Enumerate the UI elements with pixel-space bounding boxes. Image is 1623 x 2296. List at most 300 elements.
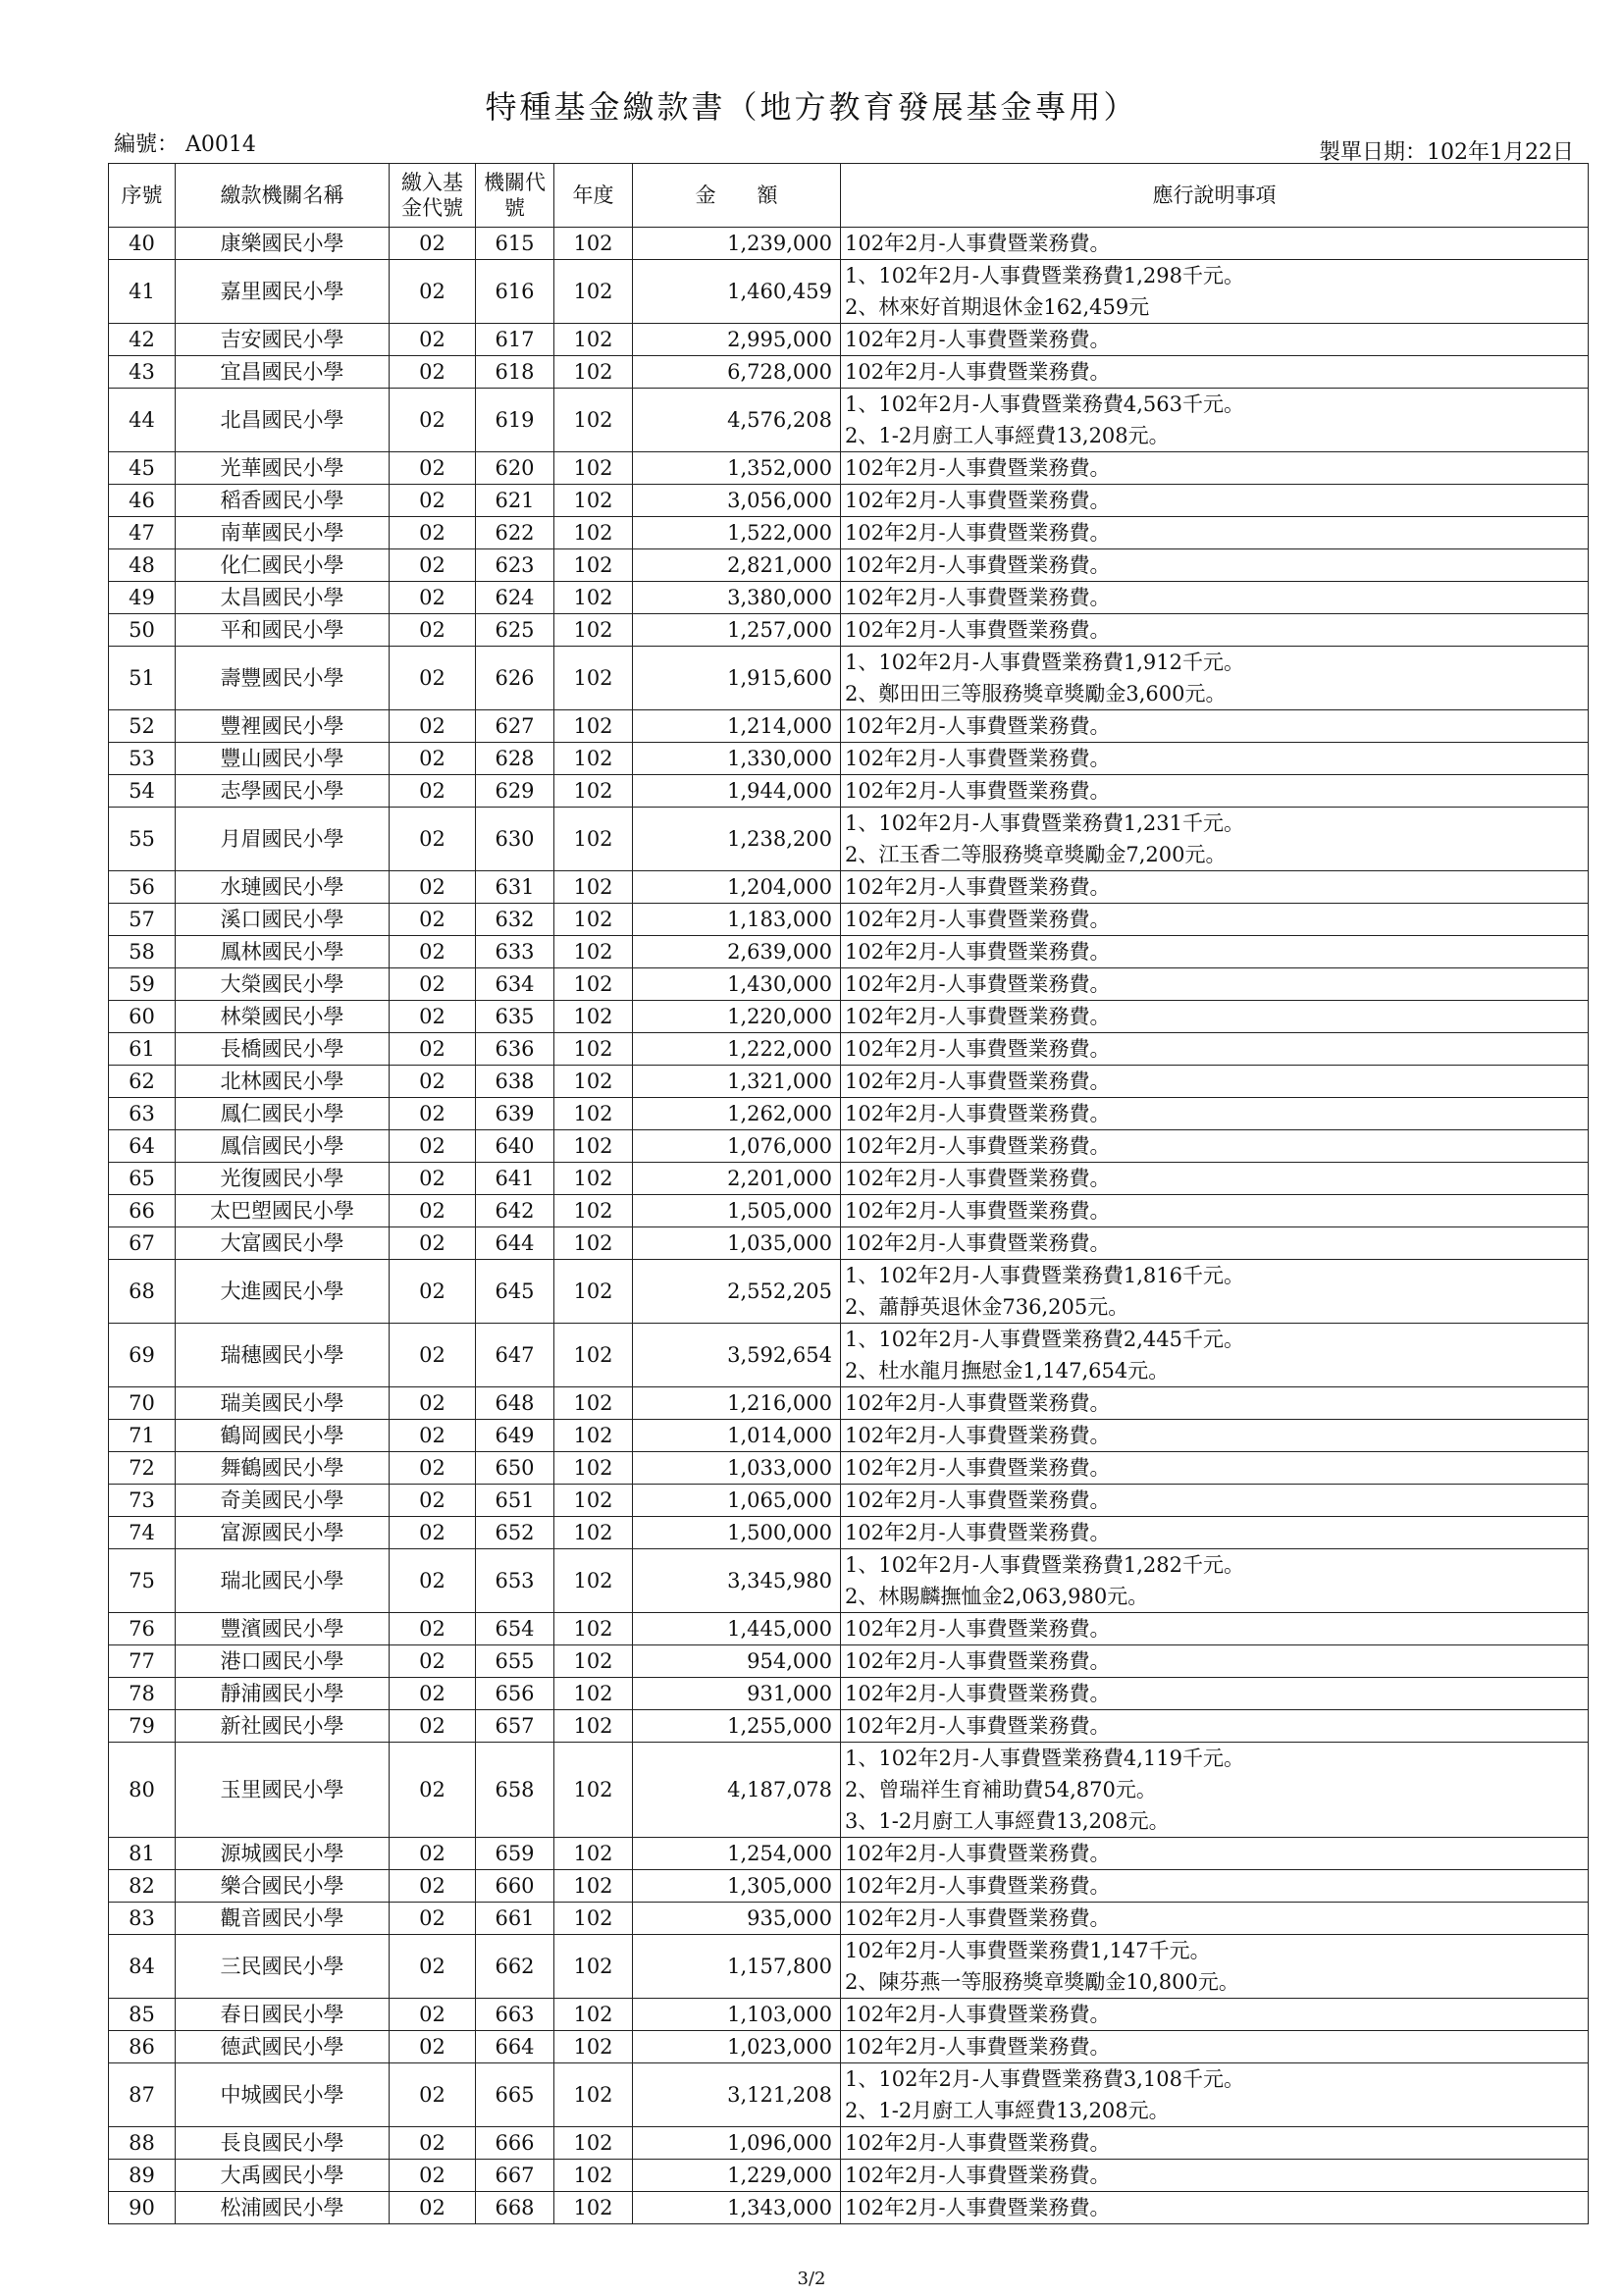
org-code-cell: 645 bbox=[476, 1260, 554, 1324]
table-row bbox=[109, 2031, 1589, 2063]
table-row bbox=[109, 260, 1589, 324]
seq-cell: 87 bbox=[109, 2063, 176, 2127]
notes-cell bbox=[841, 1001, 1589, 1033]
year-cell: 102 bbox=[554, 871, 633, 904]
fund-code-cell: 02 bbox=[390, 1324, 476, 1387]
amount-cell: 2,639,000 bbox=[633, 936, 841, 968]
note-line: 102年2月-人事費暨業務費。 bbox=[845, 553, 1111, 577]
note-line: 102年2月-人事費暨業務費。 bbox=[845, 1649, 1111, 1673]
fund-code-cell: 02 bbox=[390, 356, 476, 389]
org-name-cell: 奇美國民小學 bbox=[176, 1485, 390, 1517]
seq-cell: 69 bbox=[109, 1324, 176, 1387]
year-cell: 102 bbox=[554, 904, 633, 936]
org-code-cell: 623 bbox=[476, 549, 554, 582]
org-name-cell: 鶴岡國民小學 bbox=[176, 1420, 390, 1452]
header-org-code: 機關代號 bbox=[476, 164, 554, 228]
year-cell: 102 bbox=[554, 1324, 633, 1387]
table-row bbox=[109, 1033, 1589, 1066]
table-row bbox=[109, 2063, 1589, 2127]
seq-cell: 49 bbox=[109, 582, 176, 614]
fund-code-cell: 02 bbox=[390, 1420, 476, 1452]
org-code-cell: 635 bbox=[476, 1001, 554, 1033]
table-row bbox=[109, 1549, 1589, 1613]
notes-cell bbox=[841, 1452, 1589, 1485]
seq-cell: 68 bbox=[109, 1260, 176, 1324]
notes-cell bbox=[841, 968, 1589, 1001]
note-line: 102年2月-人事費暨業務費。 bbox=[845, 2035, 1111, 2059]
year-cell: 102 bbox=[554, 582, 633, 614]
table-row bbox=[109, 517, 1589, 549]
notes-cell bbox=[841, 1710, 1589, 1743]
notes-cell bbox=[841, 1903, 1589, 1935]
org-code-cell: 657 bbox=[476, 1710, 554, 1743]
table-row bbox=[109, 614, 1589, 647]
fund-code-cell: 02 bbox=[390, 904, 476, 936]
amount-cell: 3,592,654 bbox=[633, 1324, 841, 1387]
year-cell: 102 bbox=[554, 1903, 633, 1935]
year-cell: 102 bbox=[554, 2192, 633, 2224]
seq-cell: 66 bbox=[109, 1195, 176, 1227]
document-title: 特種基金繳款書（地方教育發展基金專用） bbox=[485, 88, 1138, 126]
org-name-cell: 壽豐國民小學 bbox=[176, 647, 390, 710]
seq-cell: 63 bbox=[109, 1098, 176, 1130]
amount-cell: 2,201,000 bbox=[633, 1163, 841, 1195]
year-cell: 102 bbox=[554, 1743, 633, 1838]
fund-code-cell: 02 bbox=[390, 647, 476, 710]
seq-cell: 46 bbox=[109, 485, 176, 517]
table-row bbox=[109, 1710, 1589, 1743]
amount-cell: 1,096,000 bbox=[633, 2127, 841, 2160]
org-code-cell: 665 bbox=[476, 2063, 554, 2127]
org-code-cell: 624 bbox=[476, 582, 554, 614]
fund-code-cell: 02 bbox=[390, 1999, 476, 2031]
fund-code-cell: 02 bbox=[390, 1903, 476, 1935]
table-row bbox=[109, 1420, 1589, 1452]
org-name-cell: 港口國民小學 bbox=[176, 1645, 390, 1678]
year-cell: 102 bbox=[554, 389, 633, 452]
year-cell: 102 bbox=[554, 1452, 633, 1485]
org-code-cell: 617 bbox=[476, 324, 554, 356]
year-cell: 102 bbox=[554, 1066, 633, 1098]
fund-code-cell: 02 bbox=[390, 1066, 476, 1098]
year-cell: 102 bbox=[554, 1710, 633, 1743]
fund-code-cell: 02 bbox=[390, 1130, 476, 1163]
org-name-cell: 太巴塱國民小學 bbox=[176, 1195, 390, 1227]
org-code-cell: 633 bbox=[476, 936, 554, 968]
table-row bbox=[109, 1387, 1589, 1420]
year-cell: 102 bbox=[554, 743, 633, 775]
notes-cell bbox=[841, 1066, 1589, 1098]
header-notes: 應行說明事項 bbox=[841, 164, 1589, 228]
year-cell: 102 bbox=[554, 1163, 633, 1195]
year-cell: 102 bbox=[554, 228, 633, 260]
year-cell: 102 bbox=[554, 1227, 633, 1260]
table-row bbox=[109, 647, 1589, 710]
fund-code-cell: 02 bbox=[390, 324, 476, 356]
org-name-cell: 玉里國民小學 bbox=[176, 1743, 390, 1838]
org-name-cell: 樂合國民小學 bbox=[176, 1870, 390, 1903]
amount-cell: 935,000 bbox=[633, 1903, 841, 1935]
org-name-cell: 鳳林國民小學 bbox=[176, 936, 390, 968]
amount-cell: 1,033,000 bbox=[633, 1452, 841, 1485]
fund-code-cell: 02 bbox=[390, 260, 476, 324]
note-line: 1、102年2月-人事費暨業務費1,298千元。 bbox=[845, 264, 1245, 287]
fund-code-cell: 02 bbox=[390, 2031, 476, 2063]
notes-cell bbox=[841, 2031, 1589, 2063]
year-cell: 102 bbox=[554, 1678, 633, 1710]
org-code-cell: 641 bbox=[476, 1163, 554, 1195]
year-cell: 102 bbox=[554, 1613, 633, 1645]
note-line: 102年2月-人事費暨業務費。 bbox=[845, 1906, 1111, 1930]
org-code-cell: 647 bbox=[476, 1324, 554, 1387]
seq-cell: 57 bbox=[109, 904, 176, 936]
year-cell: 102 bbox=[554, 1130, 633, 1163]
header-year: 年度 bbox=[554, 164, 633, 228]
amount-cell: 1,023,000 bbox=[633, 2031, 841, 2063]
notes-cell bbox=[841, 260, 1589, 324]
notes-cell bbox=[841, 1838, 1589, 1870]
org-name-cell: 鳳信國民小學 bbox=[176, 1130, 390, 1163]
org-name-cell: 鳳仁國民小學 bbox=[176, 1098, 390, 1130]
seq-cell: 73 bbox=[109, 1485, 176, 1517]
year-cell: 102 bbox=[554, 452, 633, 485]
org-code-cell: 666 bbox=[476, 2127, 554, 2160]
org-code-cell: 627 bbox=[476, 710, 554, 743]
notes-cell bbox=[841, 614, 1589, 647]
doc-no-label: 編號： bbox=[114, 132, 180, 157]
fund-code-cell: 02 bbox=[390, 871, 476, 904]
org-name-cell: 宜昌國民小學 bbox=[176, 356, 390, 389]
org-name-cell: 光復國民小學 bbox=[176, 1163, 390, 1195]
org-name-cell: 長橋國民小學 bbox=[176, 1033, 390, 1066]
org-name-cell: 林榮國民小學 bbox=[176, 1001, 390, 1033]
table-row bbox=[109, 1870, 1589, 1903]
note-line: 102年2月-人事費暨業務費。 bbox=[845, 2196, 1111, 2219]
notes-cell bbox=[841, 1743, 1589, 1838]
note-line: 102年2月-人事費暨業務費。 bbox=[845, 1456, 1111, 1480]
org-code-cell: 644 bbox=[476, 1227, 554, 1260]
table-row bbox=[109, 1163, 1589, 1195]
note-line: 102年2月-人事費暨業務費。 bbox=[845, 456, 1111, 480]
notes-cell bbox=[841, 1645, 1589, 1678]
org-name-cell: 太昌國民小學 bbox=[176, 582, 390, 614]
note-line: 102年2月-人事費暨業務費。 bbox=[845, 1488, 1111, 1512]
doc-no-value: A0014 bbox=[185, 132, 256, 157]
note-line: 102年2月-人事費暨業務費。 bbox=[845, 1199, 1111, 1223]
org-code-cell: 659 bbox=[476, 1838, 554, 1870]
note-line: 102年2月-人事費暨業務費。 bbox=[845, 779, 1111, 803]
year-cell: 102 bbox=[554, 1260, 633, 1324]
table-row bbox=[109, 324, 1589, 356]
amount-cell: 1,254,000 bbox=[633, 1838, 841, 1870]
year-cell: 102 bbox=[554, 614, 633, 647]
year-cell: 102 bbox=[554, 1033, 633, 1066]
amount-cell: 1,076,000 bbox=[633, 1130, 841, 1163]
year-cell: 102 bbox=[554, 1870, 633, 1903]
fund-code-cell: 02 bbox=[390, 389, 476, 452]
note-line: 2、鄭田田三等服務獎章獎勵金3,600元。 bbox=[845, 682, 1227, 705]
org-code-cell: 615 bbox=[476, 228, 554, 260]
fund-code-cell: 02 bbox=[390, 1838, 476, 1870]
fund-code-cell: 02 bbox=[390, 1163, 476, 1195]
org-name-cell: 大榮國民小學 bbox=[176, 968, 390, 1001]
fund-code-cell: 02 bbox=[390, 775, 476, 808]
notes-cell bbox=[841, 1549, 1589, 1613]
year-cell: 102 bbox=[554, 1517, 633, 1549]
note-line: 102年2月-人事費暨業務費。 bbox=[845, 2003, 1111, 2026]
org-code-cell: 648 bbox=[476, 1387, 554, 1420]
table-row bbox=[109, 1324, 1589, 1387]
notes-cell bbox=[841, 452, 1589, 485]
amount-cell: 1,216,000 bbox=[633, 1387, 841, 1420]
notes-cell bbox=[841, 1098, 1589, 1130]
org-name-cell: 春日國民小學 bbox=[176, 1999, 390, 2031]
seq-cell: 72 bbox=[109, 1452, 176, 1485]
note-line: 102年2月-人事費暨業務費。 bbox=[845, 1682, 1111, 1705]
note-line: 102年2月-人事費暨業務費。 bbox=[845, 1521, 1111, 1544]
seq-cell: 58 bbox=[109, 936, 176, 968]
fund-code-cell: 02 bbox=[390, 2160, 476, 2192]
fund-code-cell: 02 bbox=[390, 1387, 476, 1420]
seq-cell: 88 bbox=[109, 2127, 176, 2160]
notes-cell bbox=[841, 1324, 1589, 1387]
note-line: 102年2月-人事費暨業務費。 bbox=[845, 521, 1111, 545]
seq-cell: 56 bbox=[109, 871, 176, 904]
year-cell: 102 bbox=[554, 2160, 633, 2192]
note-line: 102年2月-人事費暨業務費。 bbox=[845, 1005, 1111, 1028]
note-line: 2、曾瑞祥生育補助費54,870元。 bbox=[845, 1778, 1157, 1801]
amount-cell: 1,330,000 bbox=[633, 743, 841, 775]
seq-cell: 78 bbox=[109, 1678, 176, 1710]
note-line: 102年2月-人事費暨業務費。 bbox=[845, 1037, 1111, 1061]
fund-code-cell: 02 bbox=[390, 1098, 476, 1130]
org-code-cell: 642 bbox=[476, 1195, 554, 1227]
org-code-cell: 622 bbox=[476, 517, 554, 549]
table-row bbox=[109, 1517, 1589, 1549]
fund-code-cell: 02 bbox=[390, 1485, 476, 1517]
org-code-cell: 640 bbox=[476, 1130, 554, 1163]
page-number: 3/2 bbox=[797, 2269, 826, 2289]
table-row bbox=[109, 1452, 1589, 1485]
notes-cell bbox=[841, 1999, 1589, 2031]
notes-cell bbox=[841, 1033, 1589, 1066]
document-number bbox=[114, 128, 256, 158]
year-cell: 102 bbox=[554, 1838, 633, 1870]
notes-cell bbox=[841, 808, 1589, 871]
amount-cell: 1,915,600 bbox=[633, 647, 841, 710]
note-line: 102年2月-人事費暨業務費。 bbox=[845, 1231, 1111, 1255]
fund-code-cell: 02 bbox=[390, 1870, 476, 1903]
seq-cell: 85 bbox=[109, 1999, 176, 2031]
note-line: 102年2月-人事費暨業務費。 bbox=[845, 714, 1111, 738]
org-name-cell: 瑞北國民小學 bbox=[176, 1549, 390, 1613]
note-line: 102年2月-人事費暨業務費。 bbox=[845, 940, 1111, 964]
note-line: 2、1-2月廚工人事經費13,208元。 bbox=[845, 2099, 1170, 2122]
org-code-cell: 664 bbox=[476, 2031, 554, 2063]
table-row bbox=[109, 2127, 1589, 2160]
org-code-cell: 652 bbox=[476, 1517, 554, 1549]
amount-cell: 1,430,000 bbox=[633, 968, 841, 1001]
seq-cell: 40 bbox=[109, 228, 176, 260]
amount-cell: 1,229,000 bbox=[633, 2160, 841, 2192]
org-name-cell: 溪口國民小學 bbox=[176, 904, 390, 936]
amount-cell: 1,305,000 bbox=[633, 1870, 841, 1903]
seq-cell: 71 bbox=[109, 1420, 176, 1452]
notes-cell bbox=[841, 743, 1589, 775]
notes-cell bbox=[841, 1485, 1589, 1517]
fund-code-cell: 02 bbox=[390, 1549, 476, 1613]
fund-code-cell: 02 bbox=[390, 614, 476, 647]
org-name-cell: 水璉國民小學 bbox=[176, 871, 390, 904]
org-name-cell: 北昌國民小學 bbox=[176, 389, 390, 452]
amount-cell: 1,239,000 bbox=[633, 228, 841, 260]
year-cell: 102 bbox=[554, 968, 633, 1001]
seq-cell: 44 bbox=[109, 389, 176, 452]
amount-cell: 1,522,000 bbox=[633, 517, 841, 549]
notes-cell bbox=[841, 1678, 1589, 1710]
amount-cell: 1,103,000 bbox=[633, 1999, 841, 2031]
notes-cell bbox=[841, 2127, 1589, 2160]
org-name-cell: 舞鶴國民小學 bbox=[176, 1452, 390, 1485]
amount-cell: 2,821,000 bbox=[633, 549, 841, 582]
fund-code-cell: 02 bbox=[390, 710, 476, 743]
table-row bbox=[109, 743, 1589, 775]
amount-cell: 954,000 bbox=[633, 1645, 841, 1678]
amount-cell: 1,014,000 bbox=[633, 1420, 841, 1452]
fund-code-cell: 02 bbox=[390, 1195, 476, 1227]
amount-cell: 3,056,000 bbox=[633, 485, 841, 517]
seq-cell: 45 bbox=[109, 452, 176, 485]
header-seq: 序號 bbox=[109, 164, 176, 228]
fund-code-cell: 02 bbox=[390, 228, 476, 260]
fund-code-cell: 02 bbox=[390, 2127, 476, 2160]
table-row bbox=[109, 1260, 1589, 1324]
org-code-cell: 654 bbox=[476, 1613, 554, 1645]
note-line: 102年2月-人事費暨業務費。 bbox=[845, 2164, 1111, 2187]
amount-cell: 1,183,000 bbox=[633, 904, 841, 936]
table-row bbox=[109, 936, 1589, 968]
table-row bbox=[109, 228, 1589, 260]
note-line: 102年2月-人事費暨業務費。 bbox=[845, 1391, 1111, 1415]
amount-cell: 2,995,000 bbox=[633, 324, 841, 356]
amount-cell: 2,552,205 bbox=[633, 1260, 841, 1324]
note-line: 102年2月-人事費暨業務費。 bbox=[845, 908, 1111, 931]
org-name-cell: 康樂國民小學 bbox=[176, 228, 390, 260]
org-name-cell: 月眉國民小學 bbox=[176, 808, 390, 871]
year-cell: 102 bbox=[554, 775, 633, 808]
org-code-cell: 651 bbox=[476, 1485, 554, 1517]
seq-cell: 55 bbox=[109, 808, 176, 871]
notes-cell bbox=[841, 1227, 1589, 1260]
issue-date-label: 製單日期： bbox=[1319, 140, 1428, 165]
org-code-cell: 626 bbox=[476, 647, 554, 710]
note-line: 2、1-2月廚工人事經費13,208元。 bbox=[845, 424, 1170, 447]
amount-cell: 6,728,000 bbox=[633, 356, 841, 389]
year-cell: 102 bbox=[554, 1485, 633, 1517]
note-line: 102年2月-人事費暨業務費。 bbox=[845, 328, 1111, 351]
seq-cell: 89 bbox=[109, 2160, 176, 2192]
seq-cell: 52 bbox=[109, 710, 176, 743]
fund-code-cell: 02 bbox=[390, 1033, 476, 1066]
amount-cell: 1,944,000 bbox=[633, 775, 841, 808]
table-row bbox=[109, 1743, 1589, 1838]
table-row bbox=[109, 1066, 1589, 1098]
amount-cell: 1,321,000 bbox=[633, 1066, 841, 1098]
org-name-cell: 三民國民小學 bbox=[176, 1935, 390, 1999]
amount-cell: 3,380,000 bbox=[633, 582, 841, 614]
table-row bbox=[109, 582, 1589, 614]
org-code-cell: 668 bbox=[476, 2192, 554, 2224]
org-code-cell: 629 bbox=[476, 775, 554, 808]
org-name-cell: 富源國民小學 bbox=[176, 1517, 390, 1549]
org-name-cell: 源城國民小學 bbox=[176, 1838, 390, 1870]
seq-cell: 62 bbox=[109, 1066, 176, 1098]
note-line: 102年2月-人事費暨業務費。 bbox=[845, 1134, 1111, 1158]
seq-cell: 75 bbox=[109, 1549, 176, 1613]
org-name-cell: 德武國民小學 bbox=[176, 2031, 390, 2063]
notes-cell bbox=[841, 389, 1589, 452]
amount-cell: 931,000 bbox=[633, 1678, 841, 1710]
fund-code-cell: 02 bbox=[390, 968, 476, 1001]
seq-cell: 64 bbox=[109, 1130, 176, 1163]
notes-cell bbox=[841, 647, 1589, 710]
table-row bbox=[109, 871, 1589, 904]
amount-cell: 1,220,000 bbox=[633, 1001, 841, 1033]
table-row bbox=[109, 1195, 1589, 1227]
seq-cell: 53 bbox=[109, 743, 176, 775]
amount-cell: 1,065,000 bbox=[633, 1485, 841, 1517]
seq-cell: 81 bbox=[109, 1838, 176, 1870]
year-cell: 102 bbox=[554, 260, 633, 324]
org-code-cell: 631 bbox=[476, 871, 554, 904]
org-code-cell: 620 bbox=[476, 452, 554, 485]
year-cell: 102 bbox=[554, 1999, 633, 2031]
amount-cell: 1,505,000 bbox=[633, 1195, 841, 1227]
year-cell: 102 bbox=[554, 1001, 633, 1033]
note-line: 1、102年2月-人事費暨業務費1,282千元。 bbox=[845, 1553, 1245, 1577]
org-code-cell: 630 bbox=[476, 808, 554, 871]
seq-cell: 84 bbox=[109, 1935, 176, 1999]
org-name-cell: 平和國民小學 bbox=[176, 614, 390, 647]
table-row bbox=[109, 775, 1589, 808]
org-name-cell: 長良國民小學 bbox=[176, 2127, 390, 2160]
notes-cell bbox=[841, 228, 1589, 260]
org-code-cell: 625 bbox=[476, 614, 554, 647]
notes-cell bbox=[841, 549, 1589, 582]
org-name-cell: 豐濱國民小學 bbox=[176, 1613, 390, 1645]
table-row bbox=[109, 1838, 1589, 1870]
amount-cell: 3,345,980 bbox=[633, 1549, 841, 1613]
seq-cell: 50 bbox=[109, 614, 176, 647]
notes-cell bbox=[841, 1387, 1589, 1420]
note-line: 102年2月-人事費暨業務費。 bbox=[845, 232, 1111, 255]
org-name-cell: 光華國民小學 bbox=[176, 452, 390, 485]
note-line: 3、1-2月廚工人事經費13,208元。 bbox=[845, 1809, 1170, 1833]
fund-code-cell: 02 bbox=[390, 1935, 476, 1999]
amount-cell: 1,460,459 bbox=[633, 260, 841, 324]
amount-cell: 4,187,078 bbox=[633, 1743, 841, 1838]
notes-cell bbox=[841, 2160, 1589, 2192]
year-cell: 102 bbox=[554, 324, 633, 356]
note-line: 102年2月-人事費暨業務費。 bbox=[845, 1842, 1111, 1865]
note-line: 102年2月-人事費暨業務費。 bbox=[845, 1167, 1111, 1190]
org-code-cell: 656 bbox=[476, 1678, 554, 1710]
notes-cell bbox=[841, 1517, 1589, 1549]
note-line: 2、陳芬燕一等服務獎章獎勵金10,800元。 bbox=[845, 1970, 1239, 1994]
seq-cell: 47 bbox=[109, 517, 176, 549]
org-name-cell: 南華國民小學 bbox=[176, 517, 390, 549]
note-line: 1、102年2月-人事費暨業務費4,563千元。 bbox=[845, 392, 1245, 416]
